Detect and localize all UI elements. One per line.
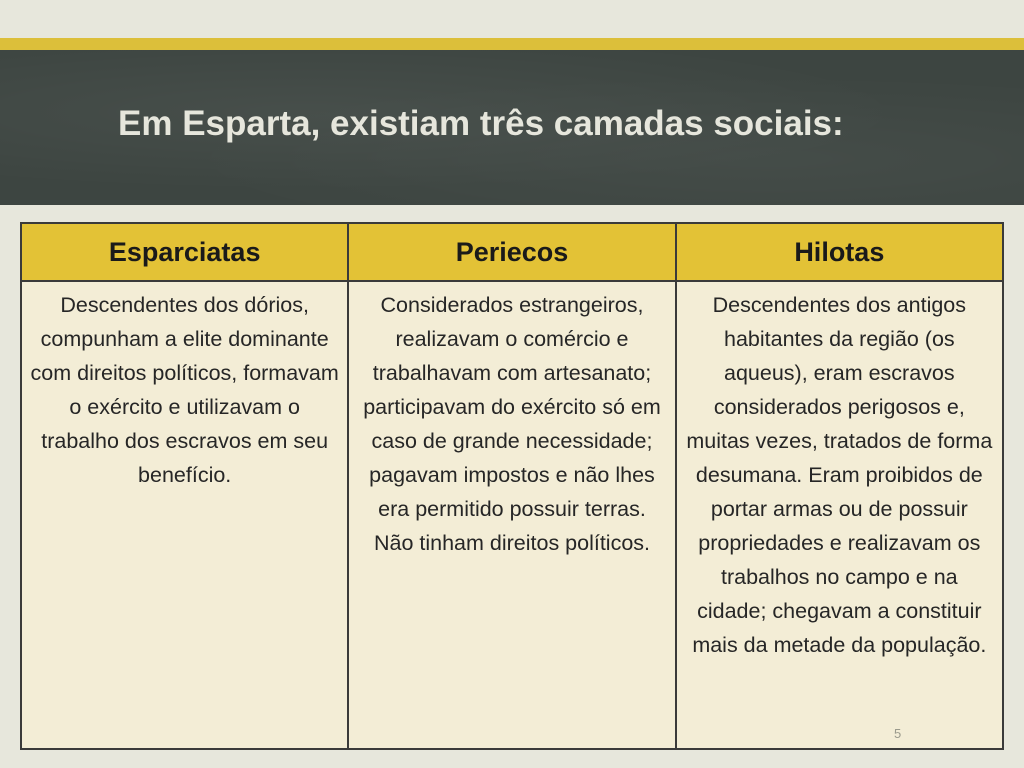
cell-esparciatas-description: Descendentes dos dórios, compunham a elite dominante com direitos políticos, formavam o exército e utilizavam o trabalho dos escravos em seu benefício. xyxy=(21,281,348,749)
cell-hilotas-description: Descendentes dos antigos habitantes da região (os aqueus), eram escravos considerados perigosos e, muitas vezes, tratados de forma desumana. Eram proibidos de portar armas ou de possuir propriedades e realizavam os trabalhos no campo e na cidade; chegavam a constituir mais da metade da população. xyxy=(676,281,1003,749)
table-row xyxy=(21,281,1003,749)
social-strata-table-container xyxy=(20,222,1004,750)
column-header-esparciatas: Esparciatas xyxy=(21,223,348,281)
table-header-row xyxy=(21,223,1003,281)
slide-title: Em Esparta, existiam três camadas sociais: xyxy=(118,104,844,143)
column-header-periecos: Periecos xyxy=(348,223,675,281)
page-number: 5 xyxy=(894,726,902,741)
column-header-hilotas: Hilotas xyxy=(676,223,1003,281)
accent-bar xyxy=(0,38,1024,50)
cell-periecos-description: Considerados estrangeiros, realizavam o comércio e trabalhavam com artesanato; participavam do exército só em caso de grande necessidade; pagavam impostos e não lhes era permitido possuir terras. Não tinham direitos políticos. xyxy=(348,281,675,749)
social-strata-table xyxy=(20,222,1004,750)
